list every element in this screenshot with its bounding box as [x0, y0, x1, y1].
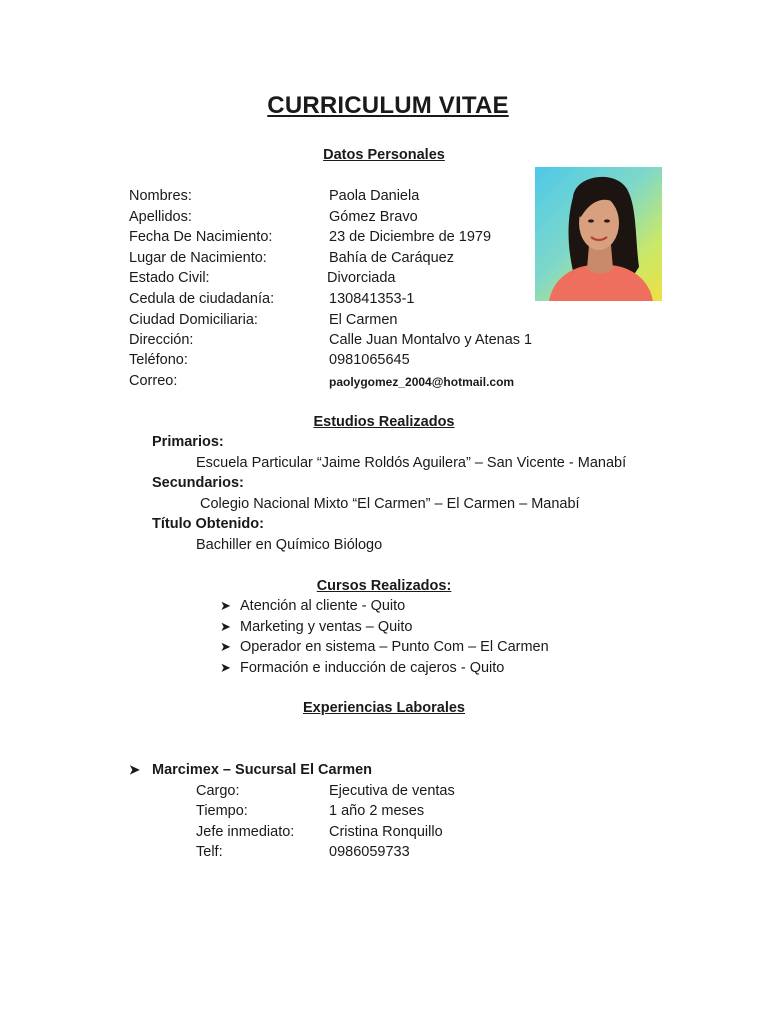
course-text: Marketing y ventas – Quito	[240, 619, 413, 635]
course-item	[220, 639, 549, 655]
personal-data-heading: Datos Personales	[323, 147, 445, 163]
field-label: Nombres:	[129, 188, 192, 204]
field-value: Paola Daniela	[329, 188, 420, 204]
job-company	[129, 762, 372, 778]
field-value: Calle Juan Montalvo y Atenas 1	[329, 332, 533, 348]
primary-value: Escuela Particular “Jaime Roldós Aguilera” – San Vicente - Manabí	[196, 455, 627, 471]
degree-value: Bachiller en Químico Biólogo	[196, 537, 383, 553]
secondary-value: Colegio Nacional Mixto “El Carmen” – El Carmen – Manabí	[200, 496, 580, 512]
field-value: Bahía de Caráquez	[329, 250, 454, 266]
field-label: Teléfono:	[129, 352, 188, 368]
field-label: Cedula de ciudadanía:	[129, 291, 275, 307]
document-title: CURRICULUM VITAE	[267, 92, 509, 119]
experience-heading: Experiencias Laborales	[303, 700, 465, 716]
field-label: Dirección:	[129, 332, 194, 348]
arrow-bullet-icon: ➤	[220, 660, 231, 675]
profile-photo	[535, 167, 662, 301]
field-label: Estado Civil:	[129, 270, 210, 286]
course-text: Operador en sistema – Punto Com – El Carmen	[240, 639, 549, 655]
studies-heading: Estudios Realizados	[313, 414, 455, 430]
portrait-illustration	[535, 167, 662, 301]
arrow-bullet-icon: ➤	[220, 598, 231, 613]
field-label: Fecha De Nacimiento:	[129, 229, 273, 245]
degree-label: Título Obtenido:	[152, 516, 264, 532]
course-text: Atención al cliente - Quito	[240, 598, 406, 614]
job-field-value: 1 año 2 meses	[329, 803, 425, 819]
job-field-label: Tiempo:	[196, 803, 248, 819]
job-field-value: 0986059733	[329, 844, 410, 860]
job-field-label: Jefe inmediato:	[196, 824, 295, 840]
course-item	[220, 619, 412, 635]
course-text: Formación e inducción de cajeros - Quito	[240, 660, 505, 676]
primary-label: Primarios:	[152, 434, 224, 450]
courses-heading: Cursos Realizados:	[316, 578, 452, 594]
field-value: El Carmen	[329, 312, 398, 328]
course-item	[220, 598, 405, 614]
field-value: 23 de Diciembre de 1979	[329, 229, 492, 245]
secondary-label: Secundarios:	[152, 475, 244, 491]
course-item	[220, 660, 504, 676]
arrow-bullet-icon: ➤	[129, 762, 140, 777]
job-field-value: Cristina Ronquillo	[329, 824, 443, 840]
field-value: Gómez Bravo	[329, 209, 418, 225]
job-field-label: Cargo:	[196, 783, 240, 799]
field-label: Lugar de Nacimiento:	[129, 250, 267, 266]
field-label: Ciudad Domiciliaria:	[129, 312, 258, 328]
field-value: 130841353-1	[329, 291, 415, 307]
job-field-label: Telf:	[196, 844, 223, 860]
field-value: Divorciada	[327, 270, 396, 286]
arrow-bullet-icon: ➤	[220, 619, 231, 634]
field-label: Correo:	[129, 373, 178, 389]
field-value: 0981065645	[329, 352, 410, 368]
field-label: Apellidos:	[129, 209, 192, 225]
arrow-bullet-icon: ➤	[220, 639, 231, 654]
company-name: Marcimex – Sucursal El Carmen	[152, 762, 373, 778]
email-link[interactable]: paolygomez_2004@hotmail.com	[329, 375, 515, 389]
job-field-value: Ejecutiva de ventas	[329, 783, 455, 799]
